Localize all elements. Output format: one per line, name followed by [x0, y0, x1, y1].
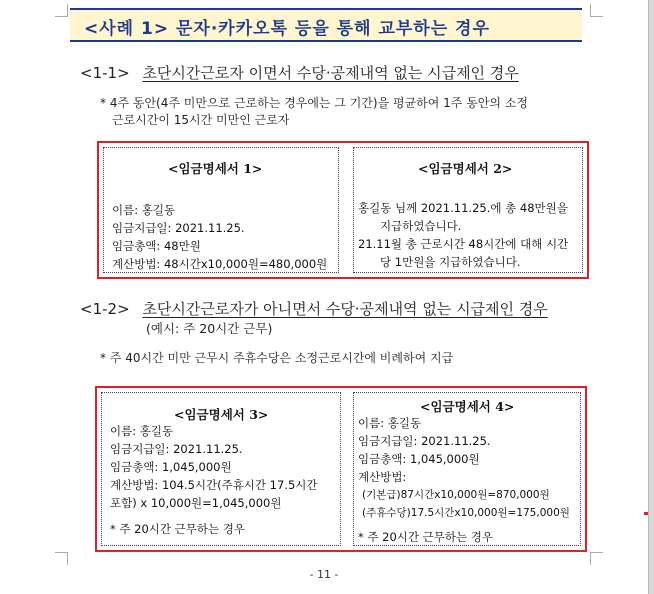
section-2-heading	[80, 298, 548, 319]
statement-3-line-2: 임금지급일: 2021.11.25.	[110, 442, 243, 456]
crop-mark-top-right	[590, 4, 603, 17]
statement-group-1	[97, 141, 589, 279]
page-number: - 11 -	[309, 568, 339, 581]
statement-3-title: <임금명세서 3>	[174, 407, 269, 422]
statement-3-line-4: 계산방법: 104.5시간(주휴시간 17.5시간	[110, 478, 318, 492]
statement-3-line-3: 임금총액: 1,045,000원	[110, 460, 232, 474]
statement-4-line-4: 계산방법:	[358, 470, 407, 484]
statement-1-line-1: 이름: 홍길동	[112, 203, 176, 217]
crop-mark-top-left	[55, 4, 68, 17]
statement-4-title: <임금명세서 4>	[420, 399, 515, 414]
statement-2-line-2: 지급하였습니다.	[380, 219, 462, 233]
statement-4-line-3: 임금총액: 1,045,000원	[358, 452, 480, 466]
section-1-number: <1-1>	[80, 64, 130, 82]
statement-1-line-3: 임금총액: 48만원	[112, 239, 201, 253]
statement-group-2	[95, 386, 587, 552]
section-2-note: * 주 40시간 미만 근무시 주휴수당은 소정근로시간에 비례하여 지급	[100, 351, 454, 365]
statement-3-note: * 주 20시간 근무하는 경우	[110, 522, 245, 536]
statement-3-line-5: 포함) x 10,000원=1,045,000원	[110, 496, 282, 510]
section-2-example: (예시: 주 20시간 근무)	[146, 321, 273, 336]
statement-box-3	[101, 392, 341, 546]
statement-4-note: * 주 20시간 근무하는 경우	[358, 530, 493, 544]
statement-3-line-1: 이름: 홍길동	[110, 424, 174, 438]
statement-1-title: <임금명세서 1>	[168, 161, 263, 176]
statement-box-1	[103, 147, 339, 273]
case-title: <사례 1> 문자·카카오톡 등을 통해 교부하는 경우	[84, 19, 490, 39]
section-1-note-2: 근로시간이 15시간 미만인 근로자	[112, 113, 290, 127]
statement-2-line-1: 홍길동 님께 2021.11.25.에 총 48만원을	[358, 201, 568, 215]
statement-4-line-1: 이름: 홍길동	[358, 416, 422, 430]
crop-mark-bottom-left	[55, 552, 68, 565]
red-marker	[644, 512, 648, 515]
statement-box-4	[353, 392, 581, 546]
section-2-title: 초단시간근로자가 아니면서 수당·공제내역 없는 시급제인 경우	[142, 300, 548, 318]
statement-1-line-2: 임금지급일: 2021.11.25.	[112, 221, 245, 235]
statement-1-line-4: 계산방법: 48시간x10,000원=480,000원	[112, 257, 328, 271]
statement-box-2	[353, 147, 583, 273]
statement-4-line-5: (기본급)87시간x10,000원=870,000원	[362, 489, 550, 501]
statement-4-line-2: 임금지급일: 2021.11.25.	[358, 434, 491, 448]
statement-2-title: <임금명세서 2>	[418, 161, 513, 176]
section-1-title: 초단시간근로자 이면서 수당·공제내역 없는 시급제인 경우	[142, 64, 519, 82]
section-1-note-1: * 4주 동안(4주 미만으로 근로하는 경우에는 그 기간)을 평균하여 1주 동안의 소정	[100, 96, 528, 110]
section-2-number: <1-2>	[80, 300, 130, 318]
statement-2-line-3: 21.11월 총 근로시간 48시간에 대해 시간	[358, 237, 569, 251]
section-1-heading	[80, 62, 519, 83]
statement-2-line-4: 당 1만원을 지급하였습니다.	[380, 255, 521, 269]
crop-mark-bottom-right	[590, 552, 603, 565]
statement-4-line-6: (주휴수당)17.5시간x10,000원=175,000원	[362, 507, 570, 519]
case-title-box	[70, 8, 582, 42]
